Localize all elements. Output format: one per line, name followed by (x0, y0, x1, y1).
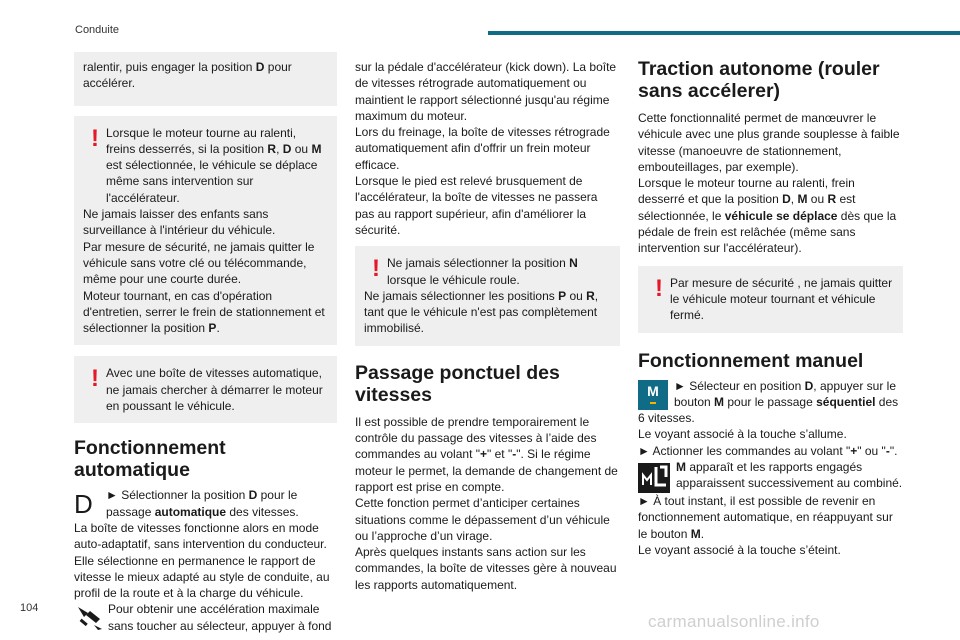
bold-text: véhicule se déplace (724, 208, 838, 223)
instruction-paragraph (638, 378, 903, 427)
text: Lorsque le moteur tourne au ralenti, frein desserré et que la position (638, 176, 855, 207)
text: Moteur tournant, en cas d'opération d'entretien, serrer le frein de stationnement et sélectionner la position (83, 288, 325, 336)
text: ou (807, 192, 828, 207)
warning-paragraph (364, 288, 611, 337)
exclamation-icon: ! (655, 274, 663, 302)
warning-paragraph: Par mesure de sécurité , ne jamais quitter le véhicule moteur tournant et véhicule fermé. (670, 275, 893, 323)
page-number: 104 (20, 602, 39, 614)
body-paragraph: Cette fonctionnalité permet de manœuvrer le véhicule avec une plus grande souplesse à faible vitesse (manoeuvre de stationnement, embouteillages, par exemple). (638, 111, 900, 174)
left-column (74, 52, 337, 634)
bold-text: M (676, 460, 686, 475)
heading-creep: Traction autonome (rouler sans accélerer) (638, 58, 880, 102)
bold-text: D (804, 378, 814, 393)
heading-automatic: Fonctionnement automatique (74, 437, 226, 482)
bold-text: + (480, 447, 488, 462)
text: ► Actionner les commandes au volant " (638, 443, 851, 458)
warning-paragraph (83, 125, 328, 206)
body-paragraph (638, 459, 903, 492)
header-accent-bar (488, 31, 960, 35)
bold-text: D (282, 141, 292, 156)
body-paragraph: Pour obtenir une accélération maximale sans toucher au sélecteur, appuyer à fond (108, 602, 332, 633)
bold-text: séquentiel (816, 394, 876, 409)
bold-text: M (714, 394, 725, 409)
text: ► Sélecteur en position (674, 378, 805, 393)
body-paragraph: Elle sélectionne en permanence le rapport de vitesse le mieux adapté au style de conduite, au profil de la route et à la charge du véhicule. (74, 553, 330, 601)
text: ou (566, 288, 587, 303)
text: ► À tout instant, il est possible de revenir en fonctionnement automatique, en réappuyant sur le bouton (638, 494, 893, 541)
text: ". (889, 443, 898, 458)
exclamation-icon: ! (91, 124, 99, 152)
warning-paragraph: Ne jamais laisser des enfants sans surveillance à l'intérieur du véhicule. (83, 207, 276, 238)
text: Lorsque le moteur tourne au ralenti, freins desserrés, si la position (106, 125, 297, 156)
warning-paragraph (83, 288, 328, 337)
indicator-light (650, 402, 656, 404)
body-paragraph: Après quelques instants sans action sur les commandes, la boîte de vitesses gère à nouveau les rapports automatiquement. (355, 545, 617, 592)
continued-text-box (74, 52, 337, 106)
text: lorsque le véhicule roule. (387, 272, 520, 287)
bold-text: R (827, 192, 837, 207)
warning-box-push-start (74, 356, 337, 423)
bold-text: - (885, 443, 890, 458)
text: des vitesses. (226, 504, 299, 519)
d-position-icon: D (74, 489, 93, 520)
text: " ou " (857, 443, 886, 458)
text: , tant que le véhicule n'est pas complètement immobilisé. (364, 288, 599, 336)
body-paragraph: Le voyant associé à la touche s’éteint. (638, 542, 841, 557)
bold-text: R (586, 288, 595, 303)
body-paragraph: Lorsque le pied est relevé brusquement de l'accélérateur, la boîte de vitesses ne passera pas au rapport supérieur, afin d'améliorer la sécurité. (355, 174, 598, 237)
warning-paragraph (364, 255, 611, 288)
heading-manual-override: Passage ponctuel des vitesses (355, 361, 560, 406)
text: pour accélérer. (83, 60, 292, 91)
manual-section (638, 378, 903, 559)
text: pour le passage (724, 394, 817, 409)
warning-box-creep (638, 266, 903, 333)
page-header (0, 0, 960, 40)
watermark: carmanualsonline.info (648, 612, 820, 631)
continued-paragraph (83, 59, 328, 92)
exclamation-icon: ! (91, 365, 99, 393)
warning-paragraph: Par mesure de sécurité, ne jamais quitter le véhicule sans votre clé ou télécommande, même pour une courte durée. (83, 239, 315, 287)
bold-text: M (690, 526, 701, 541)
bold-text: P (558, 288, 567, 303)
text: est sélectionnée, le véhicule se déplace même sans intervention sur l'accélérateur. (106, 158, 318, 205)
right-column (638, 58, 903, 558)
text: Il est possible de prendre temporairement le contrôle du passage des vitesses à l’aide des commandes au volant " (355, 414, 597, 462)
body-paragraph: sur la pédale d'accélérateur (kick down). La boîte de vitesses rétrograde automatiquement ou maintient le rapport sélectionné jusqu'au régime maximum du moteur. (355, 60, 617, 123)
body-paragraph: Le voyant associé à la touche s’allume. (638, 427, 847, 442)
warning-box-idle (74, 116, 337, 346)
bold-text: M (797, 192, 808, 207)
middle-column (355, 59, 620, 593)
body-paragraph: La boîte de vitesses fonctionne alors en mode auto-adaptatif, sans intervention du conducteur. (74, 520, 327, 552)
instruction-paragraph (638, 493, 903, 542)
bold-text: N (569, 256, 578, 271)
bold-text: D (255, 60, 265, 74)
text: ► Sélectionner la position (106, 488, 249, 503)
bold-text: automatique (154, 504, 227, 519)
instruction-paragraph (74, 487, 337, 520)
warning-paragraph: Avec une boîte de vitesses automatique, ne jamais chercher à démarrer le moteur en poussant le véhicule. (106, 366, 323, 414)
text: Ne jamais sélectionner les positions (364, 288, 559, 303)
body-paragraph: Lors du freinage, la boîte de vitesses rétrograde automatiquement afin d'offrir un frein moteur efficace. (355, 125, 610, 172)
body-paragraph: Cette fonction permet d’anticiper certaines situations comme le dépassement d’un véhicule ou l’approche d’un virage. (355, 496, 610, 543)
m-button-label: M (647, 382, 659, 399)
text: des 6 vitesses. (638, 394, 899, 426)
text: ou (291, 141, 312, 156)
heading-manual: Fonctionnement manuel (638, 349, 864, 372)
text: , (276, 141, 283, 156)
bold-text: P (208, 321, 217, 336)
text: ". Si le régime moteur le permet, la demande de changement de rapport est prise en compte. (355, 447, 618, 494)
text: Ne jamais sélectionner la position (387, 256, 570, 271)
bold-text: + (850, 443, 858, 458)
m-button-icon (638, 380, 668, 410)
text: . (216, 321, 220, 336)
exclamation-icon: ! (372, 255, 380, 283)
manual-gear-display-icon (638, 463, 670, 493)
kickdown-pedal-icon (74, 603, 104, 631)
bold-text: - (512, 447, 517, 462)
automatic-section (74, 487, 337, 634)
text: " et " (487, 447, 513, 462)
text: est sélectionnée, le (638, 192, 856, 223)
bold-text: D (248, 488, 258, 503)
bold-text: D (782, 192, 791, 207)
text: ralentir, puis engager la position (83, 60, 256, 74)
instruction-paragraph (638, 443, 903, 459)
text: dès que la pédale de frein est relâchée (même sans intervention sur l'accélérateur). (638, 208, 897, 256)
section-title: Conduite (75, 24, 120, 36)
text: pour le passage (106, 488, 298, 519)
warning-box-neutral (355, 246, 620, 345)
body-paragraph (355, 414, 620, 495)
text: apparaît et les rapports engagés apparaissent successivement au combiné. (676, 460, 903, 491)
body-paragraph (638, 175, 903, 256)
bold-text: R (267, 141, 277, 156)
text: . (700, 526, 705, 541)
text: , appuyer sur le bouton (674, 378, 897, 409)
text: , (790, 192, 798, 207)
bold-text: M (311, 141, 322, 156)
